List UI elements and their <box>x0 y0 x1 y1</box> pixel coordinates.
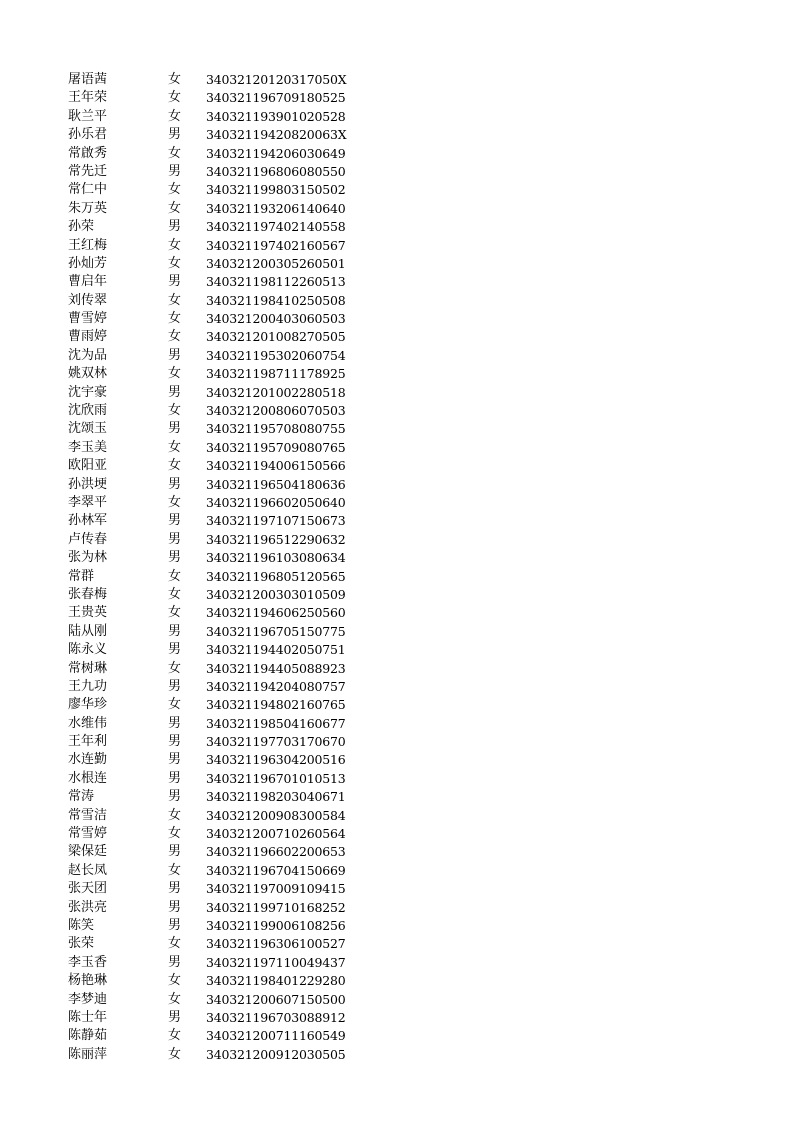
gender-cell: 男 <box>168 844 182 860</box>
gender-cell: 男 <box>168 954 182 970</box>
id-number-cell: 340321196504180636 <box>206 476 346 492</box>
gender-cell: 男 <box>168 219 182 235</box>
gender-cell: 男 <box>168 384 182 400</box>
table-row <box>68 494 388 512</box>
name-cell: 水维伟 <box>68 715 108 731</box>
table-row <box>68 604 388 622</box>
gender-cell: 男 <box>168 734 182 750</box>
gender-cell: 女 <box>168 697 182 713</box>
gender-cell: 男 <box>168 513 182 529</box>
gender-cell: 男 <box>168 642 182 658</box>
name-cell: 陈士年 <box>68 1009 108 1025</box>
gender-cell: 女 <box>168 605 182 621</box>
name-cell: 常先迁 <box>68 163 108 179</box>
gender-cell: 女 <box>168 586 182 602</box>
gender-cell: 女 <box>168 494 182 510</box>
table-row <box>68 89 388 107</box>
name-cell: 陈丽萍 <box>68 1046 108 1062</box>
id-number-cell: 34032120120317050X <box>206 72 347 87</box>
name-cell: 张春梅 <box>68 586 108 602</box>
name-cell: 耿兰平 <box>68 108 108 124</box>
name-cell: 王九功 <box>68 678 108 694</box>
table-row <box>68 439 388 457</box>
id-number-cell: 340321196705150775 <box>206 623 346 639</box>
gender-cell: 女 <box>168 200 182 216</box>
table-row <box>68 145 388 163</box>
id-number-cell: 340321193901020528 <box>206 108 346 124</box>
id-number-cell: 340321197110049437 <box>206 954 346 970</box>
id-number-cell: 340321196602050640 <box>206 494 346 510</box>
table-row <box>68 292 388 310</box>
name-cell: 沈为品 <box>68 347 108 363</box>
table-row <box>68 788 388 806</box>
id-number-cell: 340321196103080634 <box>206 550 346 566</box>
id-number-cell: 340321197009109415 <box>206 881 346 897</box>
table-row <box>68 715 388 733</box>
id-number-cell: 340321194405088923 <box>206 660 346 676</box>
table-row <box>68 660 388 678</box>
name-cell: 曹启年 <box>68 274 108 290</box>
table-row <box>68 512 388 530</box>
name-cell: 孙乐君 <box>68 127 108 143</box>
table-row <box>68 917 388 935</box>
name-cell: 刘传翠 <box>68 292 108 308</box>
gender-cell: 男 <box>168 789 182 805</box>
table-row <box>68 1009 388 1027</box>
gender-cell: 女 <box>168 311 182 327</box>
name-cell: 李玉美 <box>68 439 108 455</box>
name-cell: 常雪洁 <box>68 807 108 823</box>
id-number-cell: 340321194802160765 <box>206 697 346 713</box>
table-row <box>68 972 388 990</box>
name-cell: 卢传春 <box>68 531 108 547</box>
id-number-cell: 340321201008270505 <box>206 329 346 345</box>
id-number-cell: 340321200806070503 <box>206 403 346 419</box>
table-row <box>68 328 388 346</box>
gender-cell: 女 <box>168 991 182 1007</box>
table-row <box>68 310 388 328</box>
gender-cell: 女 <box>168 255 182 271</box>
table-row <box>68 733 388 751</box>
gender-cell: 女 <box>168 826 182 842</box>
id-number-cell: 340321198203040671 <box>206 789 346 805</box>
table-row <box>68 476 388 494</box>
table-row <box>68 678 388 696</box>
id-number-cell: 340321196703088912 <box>206 1009 346 1025</box>
table-row <box>68 126 388 144</box>
id-number-cell: 340321200710260564 <box>206 826 346 842</box>
table-row <box>68 218 388 236</box>
table-row <box>68 237 388 255</box>
gender-cell: 女 <box>168 108 182 124</box>
id-number-cell: 340321199803150502 <box>206 182 346 198</box>
gender-cell: 女 <box>168 1028 182 1044</box>
id-number-cell: 340321196701010513 <box>206 770 346 786</box>
name-cell: 沈欣雨 <box>68 403 108 419</box>
table-row <box>68 200 388 218</box>
name-cell: 孙洪埂 <box>68 476 108 492</box>
id-number-cell: 340321196306100527 <box>206 936 346 952</box>
id-number-cell: 340321199006108256 <box>206 917 346 933</box>
name-cell: 水根连 <box>68 770 108 786</box>
table-row <box>68 420 388 438</box>
table-row <box>68 181 388 199</box>
table-row <box>68 255 388 273</box>
name-cell: 张荣 <box>68 936 95 952</box>
name-cell: 孙灿芳 <box>68 255 108 271</box>
name-cell: 王红梅 <box>68 237 108 253</box>
name-cell: 孙荣 <box>68 219 95 235</box>
table-row <box>68 586 388 604</box>
table-row <box>68 935 388 953</box>
gender-cell: 男 <box>168 163 182 179</box>
gender-cell: 男 <box>168 1009 182 1025</box>
table-row <box>68 108 388 126</box>
gender-cell: 男 <box>168 274 182 290</box>
table-row <box>68 807 388 825</box>
name-cell: 陈静茹 <box>68 1028 108 1044</box>
gender-cell: 男 <box>168 127 182 143</box>
name-cell: 杨艳琳 <box>68 973 108 989</box>
table-row <box>68 163 388 181</box>
id-number-cell: 340321197402140558 <box>206 219 346 235</box>
id-number-cell: 340321196709180525 <box>206 90 346 106</box>
id-number-cell: 340321195708080755 <box>206 421 346 437</box>
id-number-cell: 340321199710168252 <box>206 899 346 915</box>
id-number-cell: 340321196602200653 <box>206 844 346 860</box>
id-number-cell: 340321196512290632 <box>206 531 346 547</box>
table-row <box>68 696 388 714</box>
gender-cell: 男 <box>168 421 182 437</box>
id-number-cell: 340321197402160567 <box>206 237 346 253</box>
gender-cell: 男 <box>168 715 182 731</box>
table-row <box>68 347 388 365</box>
name-cell: 孙林军 <box>68 513 108 529</box>
name-cell: 屠语茜 <box>68 72 108 87</box>
gender-cell: 男 <box>168 899 182 915</box>
name-cell: 王年荣 <box>68 90 108 106</box>
name-cell: 曹雨婷 <box>68 329 108 345</box>
gender-cell: 女 <box>168 237 182 253</box>
table-row <box>68 365 388 383</box>
name-cell: 常仁中 <box>68 182 108 198</box>
name-cell: 陈永义 <box>68 642 108 658</box>
name-cell: 李梦迪 <box>68 991 108 1007</box>
gender-cell: 男 <box>168 917 182 933</box>
table-row <box>68 751 388 769</box>
name-cell: 常树琳 <box>68 660 108 676</box>
name-cell: 廖华珍 <box>68 697 108 713</box>
name-cell: 朱万英 <box>68 200 108 216</box>
roster-table <box>68 71 388 1064</box>
id-number-cell: 340321193206140640 <box>206 200 346 216</box>
name-cell: 沈宇豪 <box>68 384 108 400</box>
table-row <box>68 843 388 861</box>
name-cell: 常群 <box>68 568 95 584</box>
table-row <box>68 1027 388 1045</box>
gender-cell: 男 <box>168 770 182 786</box>
gender-cell: 男 <box>168 476 182 492</box>
gender-cell: 女 <box>168 403 182 419</box>
gender-cell: 男 <box>168 752 182 768</box>
gender-cell: 女 <box>168 862 182 878</box>
name-cell: 李翠平 <box>68 494 108 510</box>
table-row <box>68 880 388 898</box>
id-number-cell: 340321194006150566 <box>206 458 346 474</box>
id-number-cell: 340321195709080765 <box>206 439 346 455</box>
name-cell: 李玉香 <box>68 954 108 970</box>
gender-cell: 女 <box>168 366 182 382</box>
id-number-cell: 340321197703170670 <box>206 734 346 750</box>
id-number-cell: 340321200305260501 <box>206 255 346 271</box>
name-cell: 欧阳亚 <box>68 458 108 474</box>
id-number-cell: 340321200303010509 <box>206 586 346 602</box>
table-row <box>68 71 388 89</box>
table-row <box>68 549 388 567</box>
gender-cell: 男 <box>168 623 182 639</box>
id-number-cell: 340321198410250508 <box>206 292 346 308</box>
id-number-cell: 340321200403060503 <box>206 311 346 327</box>
name-cell: 王贵英 <box>68 605 108 621</box>
gender-cell: 女 <box>168 807 182 823</box>
id-number-cell: 340321196704150669 <box>206 862 346 878</box>
table-row <box>68 457 388 475</box>
id-number-cell: 340321194402050751 <box>206 642 346 658</box>
id-number-cell: 340321200711160549 <box>206 1028 346 1044</box>
table-row <box>68 1046 388 1064</box>
name-cell: 张天团 <box>68 881 108 897</box>
gender-cell: 男 <box>168 531 182 547</box>
gender-cell: 女 <box>168 292 182 308</box>
id-number-cell: 340321196806080550 <box>206 163 346 179</box>
gender-cell: 女 <box>168 329 182 345</box>
id-number-cell: 340321196304200516 <box>206 752 346 768</box>
name-cell: 沈颂玉 <box>68 421 108 437</box>
name-cell: 赵长凤 <box>68 862 108 878</box>
name-cell: 梁保廷 <box>68 844 108 860</box>
name-cell: 张洪亮 <box>68 899 108 915</box>
table-row <box>68 623 388 641</box>
name-cell: 姚双林 <box>68 366 108 382</box>
gender-cell: 男 <box>168 678 182 694</box>
id-number-cell: 340321196805120565 <box>206 568 346 584</box>
gender-cell: 女 <box>168 973 182 989</box>
table-row <box>68 862 388 880</box>
id-number-cell: 340321195302060754 <box>206 347 346 363</box>
name-cell: 曹雪婷 <box>68 311 108 327</box>
gender-cell: 女 <box>168 936 182 952</box>
id-number-cell: 340321198711178925 <box>206 366 346 382</box>
id-number-cell: 340321198112260513 <box>206 274 346 290</box>
gender-cell: 女 <box>168 458 182 474</box>
gender-cell: 女 <box>168 1046 182 1062</box>
id-number-cell: 340321198401229280 <box>206 973 346 989</box>
gender-cell: 女 <box>168 182 182 198</box>
id-number-cell: 34032119420820063X <box>206 127 347 143</box>
id-number-cell: 340321200912030505 <box>206 1046 346 1062</box>
name-cell: 常涛 <box>68 789 95 805</box>
table-row <box>68 899 388 917</box>
table-row <box>68 954 388 972</box>
id-number-cell: 340321201002280518 <box>206 384 346 400</box>
gender-cell: 女 <box>168 660 182 676</box>
id-number-cell: 340321194206030649 <box>206 145 346 161</box>
name-cell: 陈笑 <box>68 917 95 933</box>
table-row <box>68 402 388 420</box>
id-number-cell: 340321198504160677 <box>206 715 346 731</box>
id-number-cell: 340321194204080757 <box>206 678 346 694</box>
table-row <box>68 991 388 1009</box>
table-row <box>68 825 388 843</box>
gender-cell: 女 <box>168 568 182 584</box>
gender-cell: 女 <box>168 145 182 161</box>
id-number-cell: 340321200908300584 <box>206 807 346 823</box>
name-cell: 水连勤 <box>68 752 108 768</box>
id-number-cell: 340321197107150673 <box>206 513 346 529</box>
name-cell: 陆从刚 <box>68 623 108 639</box>
table-row <box>68 641 388 659</box>
table-row <box>68 770 388 788</box>
gender-cell: 男 <box>168 550 182 566</box>
gender-cell: 女 <box>168 90 182 106</box>
gender-cell: 女 <box>168 439 182 455</box>
table-row <box>68 568 388 586</box>
table-row <box>68 384 388 402</box>
name-cell: 常啟秀 <box>68 145 108 161</box>
gender-cell: 女 <box>168 72 182 87</box>
id-number-cell: 340321194606250560 <box>206 605 346 621</box>
table-row <box>68 531 388 549</box>
gender-cell: 男 <box>168 347 182 363</box>
name-cell: 张为林 <box>68 550 108 566</box>
id-number-cell: 340321200607150500 <box>206 991 346 1007</box>
name-cell: 常雪婷 <box>68 826 108 842</box>
name-cell: 王年利 <box>68 734 108 750</box>
table-row <box>68 273 388 291</box>
gender-cell: 男 <box>168 881 182 897</box>
